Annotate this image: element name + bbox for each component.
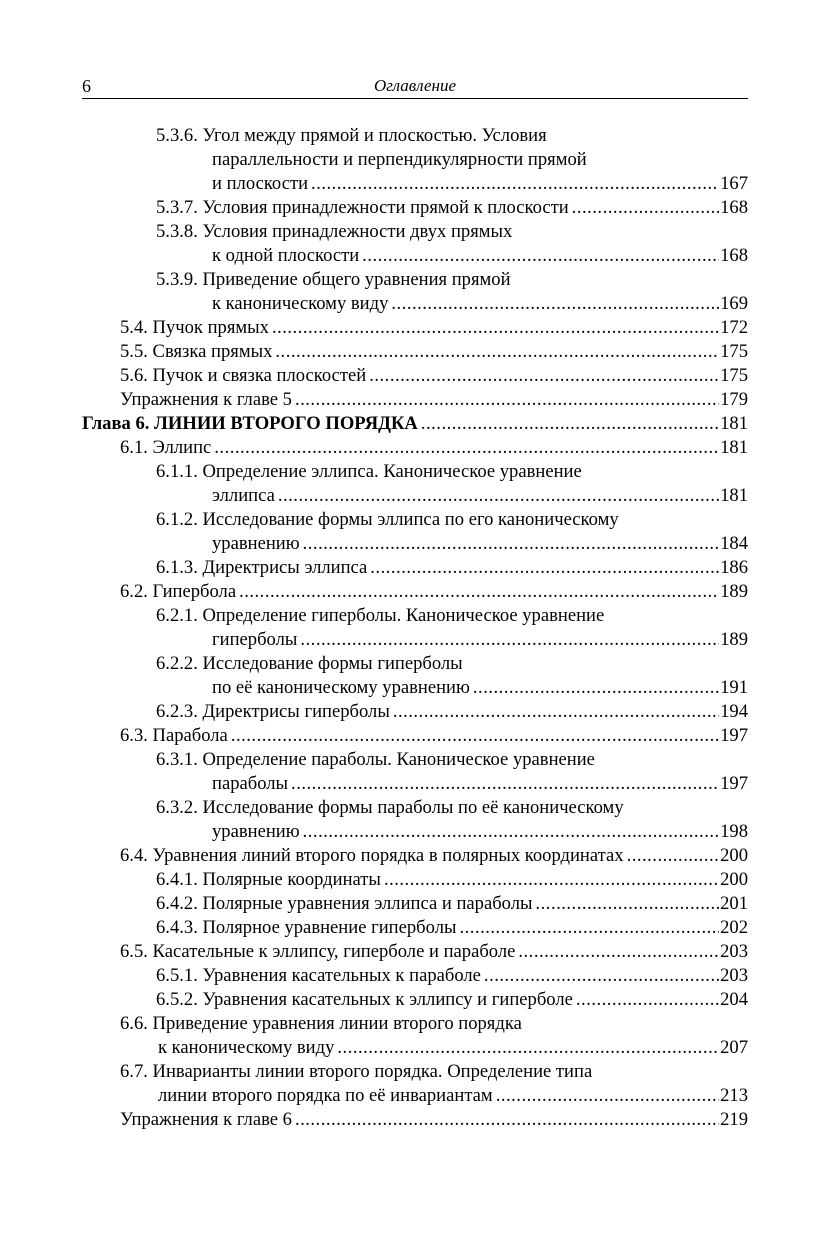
toc-entry-title: эллипса <box>212 485 275 506</box>
toc-entry-title: 6.5.2. Уравнения касательных к эллипсу и гиперболе <box>156 989 573 1010</box>
toc-entry <box>82 1108 748 1132</box>
dot-leader <box>300 628 719 652</box>
toc-entry-title: гиперболы <box>212 629 298 650</box>
toc-entry-page: 204 <box>720 989 748 1010</box>
dot-leader <box>459 916 719 940</box>
toc-entry <box>82 1012 748 1036</box>
toc-entry-title: 5.5. Связка прямых <box>120 341 273 362</box>
toc-entry-page: 200 <box>720 869 748 890</box>
toc-entry-title: 6.4. Уравнения линий второго порядка в полярных координатах <box>120 845 624 866</box>
toc-entry-title: 5.3.6. Угол между прямой и плоскостью. Условия <box>156 125 547 146</box>
dot-leader <box>421 412 719 436</box>
dot-leader <box>275 340 719 364</box>
toc-entry <box>82 628 748 652</box>
toc-entry <box>82 364 748 388</box>
toc-entry-title: по её каноническому уравнению <box>212 677 470 698</box>
dot-leader <box>311 172 719 196</box>
toc-entry-page: 184 <box>720 533 748 554</box>
dot-leader <box>214 436 719 460</box>
toc-entry-title: 6.4.3. Полярное уравнение гиперболы <box>156 917 457 938</box>
toc-entry-title: к каноническому виду <box>212 293 389 314</box>
toc-entry <box>82 580 748 604</box>
dot-leader <box>484 964 719 988</box>
toc-entry-title: 6.4.1. Полярные координаты <box>156 869 381 890</box>
dot-leader <box>627 844 720 868</box>
toc-entry-title: уравнению <box>212 533 300 554</box>
toc-entry-title: 6.1.3. Директрисы эллипса <box>156 557 368 578</box>
toc-entry <box>82 316 748 340</box>
toc-entry-page: 198 <box>720 821 748 842</box>
table-of-contents <box>82 124 748 1132</box>
toc-entry-title: 6.5.1. Уравнения касательных к параболе <box>156 965 481 986</box>
toc-entry-title: 6.2.2. Исследование формы гиперболы <box>156 653 463 674</box>
dot-leader <box>291 772 719 796</box>
toc-entry-title: 6.3. Парабола <box>120 725 228 746</box>
toc-entry <box>82 124 748 148</box>
toc-entry <box>82 748 748 772</box>
dot-leader <box>303 820 719 844</box>
toc-entry-page: 203 <box>720 941 748 962</box>
toc-entry <box>82 460 748 484</box>
dot-leader <box>239 580 719 604</box>
toc-entry-page: 202 <box>720 917 748 938</box>
dot-leader <box>370 556 719 580</box>
dot-leader <box>391 292 719 316</box>
toc-entry-title: 5.3.8. Условия принадлежности двух прямых <box>156 221 513 242</box>
toc-entry-page: 172 <box>720 317 748 338</box>
toc-entry-title: 5.3.7. Условия принадлежности прямой к плоскости <box>156 197 569 218</box>
toc-entry-title: линии второго порядка по её инвариантам <box>158 1085 493 1106</box>
toc-entry-page: 181 <box>720 437 748 458</box>
toc-entry <box>82 436 748 460</box>
toc-entry <box>82 772 748 796</box>
toc-entry-page: 197 <box>720 773 748 794</box>
toc-entry <box>82 868 748 892</box>
dot-leader <box>536 892 720 916</box>
toc-entry-title: 6.1.1. Определение эллипса. Каноническое уравнение <box>156 461 582 482</box>
dot-leader <box>295 1108 719 1132</box>
toc-entry <box>82 412 748 436</box>
dot-leader <box>393 700 719 724</box>
toc-entry <box>82 724 748 748</box>
toc-entry-title: к одной плоскости <box>212 245 360 266</box>
page-header <box>82 74 748 99</box>
toc-entry <box>82 604 748 628</box>
toc-entry <box>82 820 748 844</box>
toc-entry <box>82 148 748 172</box>
toc-entry-page: 200 <box>720 845 748 866</box>
toc-entry <box>82 652 748 676</box>
running-title: Оглавление <box>373 76 457 95</box>
toc-entry-title: 6.1.2. Исследование формы эллипса по его каноническому <box>156 509 619 530</box>
toc-entry-title: 6.5. Касательные к эллипсу, гиперболе и параболе <box>120 941 516 962</box>
toc-entry-page: 201 <box>720 893 748 914</box>
toc-entry-page: 186 <box>720 557 748 578</box>
dot-leader <box>473 676 719 700</box>
toc-entry <box>82 220 748 244</box>
toc-entry-page: 189 <box>720 581 748 602</box>
toc-entry <box>82 796 748 820</box>
dot-leader <box>496 1084 719 1108</box>
toc-entry-title: параллельности и перпендикулярности прямой <box>212 149 587 170</box>
dot-leader <box>384 868 719 892</box>
toc-entry <box>82 964 748 988</box>
toc-entry-title: 6.2. Гипербола <box>120 581 237 602</box>
dot-leader <box>362 244 719 268</box>
toc-entry <box>82 340 748 364</box>
toc-entry-title: уравнению <box>212 821 300 842</box>
toc-entry-page: 191 <box>720 677 748 698</box>
toc-entry-title: 6.7. Инварианты линии второго порядка. Определение типа <box>120 1061 593 1082</box>
toc-entry-page: 168 <box>720 197 748 218</box>
dot-leader <box>518 940 719 964</box>
dot-leader <box>369 364 719 388</box>
toc-entry-page: 194 <box>720 701 748 722</box>
toc-entry <box>82 532 748 556</box>
toc-entry-title: 6.3.1. Определение параболы. Каноническое уравнение <box>156 749 595 770</box>
toc-entry-page: 197 <box>720 725 748 746</box>
toc-entry <box>82 244 748 268</box>
toc-entry-title: Упражнения к главе 6 <box>120 1109 292 1130</box>
toc-entry-title: 5.6. Пучок и связка плоскостей <box>120 365 367 386</box>
toc-entry <box>82 988 748 1012</box>
toc-entry-page: 175 <box>720 365 748 386</box>
toc-entry <box>82 196 748 220</box>
toc-entry <box>82 172 748 196</box>
toc-entry <box>82 388 748 412</box>
toc-entry-page: 213 <box>720 1085 748 1106</box>
toc-entry-title: Глава 6. ЛИНИИ ВТОРОГО ПОРЯДКА <box>82 413 418 434</box>
toc-entry-title: 5.4. Пучок прямых <box>120 317 269 338</box>
toc-entry <box>82 940 748 964</box>
toc-entry <box>82 508 748 532</box>
dot-leader <box>231 724 719 748</box>
toc-entry <box>82 1036 748 1060</box>
toc-entry-page: 181 <box>720 413 748 434</box>
toc-entry-page: 179 <box>720 389 748 410</box>
toc-entry-title: 5.3.9. Приведение общего уравнения прямой <box>156 269 511 290</box>
toc-entry-page: 181 <box>720 485 748 506</box>
toc-entry <box>82 292 748 316</box>
toc-entry <box>82 676 748 700</box>
dot-leader <box>295 388 719 412</box>
toc-entry-title: Упражнения к главе 5 <box>120 389 292 410</box>
toc-entry-page: 203 <box>720 965 748 986</box>
dot-leader <box>572 196 719 220</box>
toc-entry-title: 6.6. Приведение уравнения линии второго порядка <box>120 1013 522 1034</box>
page-number: 6 <box>82 76 91 96</box>
toc-entry-title: к каноническому виду <box>158 1037 335 1058</box>
dot-leader <box>272 316 719 340</box>
toc-entry <box>82 484 748 508</box>
toc-entry-page: 189 <box>720 629 748 650</box>
toc-entry <box>82 1060 748 1084</box>
toc-entry-title: 6.4.2. Полярные уравнения эллипса и параболы <box>156 893 533 914</box>
toc-entry-page: 167 <box>720 173 748 194</box>
toc-entry <box>82 556 748 580</box>
toc-entry-title: параболы <box>212 773 289 794</box>
dot-leader <box>576 988 719 1012</box>
toc-entry <box>82 1084 748 1108</box>
toc-entry <box>82 844 748 868</box>
dot-leader <box>303 532 719 556</box>
toc-entry-title: 6.2.3. Директрисы гиперболы <box>156 701 390 722</box>
toc-entry-page: 219 <box>720 1109 748 1130</box>
toc-entry-page: 207 <box>720 1037 748 1058</box>
toc-entry-title: 6.3.2. Исследование формы параболы по её каноническому <box>156 797 624 818</box>
toc-entry <box>82 700 748 724</box>
toc-entry <box>82 268 748 292</box>
toc-entry-title: и плоскости <box>212 173 309 194</box>
toc-entry <box>82 916 748 940</box>
toc-entry-title: 6.2.1. Определение гиперболы. Каноническое уравнение <box>156 605 605 626</box>
toc-entry-page: 168 <box>720 245 748 266</box>
toc-entry-page: 169 <box>720 293 748 314</box>
dot-leader <box>278 484 719 508</box>
toc-entry <box>82 892 748 916</box>
dot-leader <box>337 1036 719 1060</box>
toc-entry-page: 175 <box>720 341 748 362</box>
toc-entry-title: 6.1. Эллипс <box>120 437 212 458</box>
